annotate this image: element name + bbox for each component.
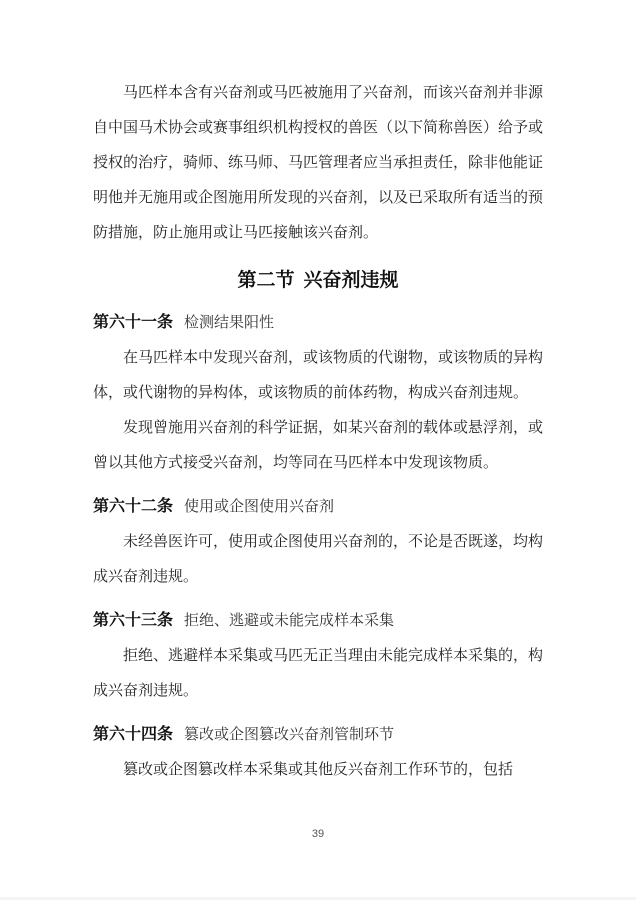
intro-paragraph: 马匹样本含有兴奋剂或马匹被施用了兴奋剂，而该兴奋剂并非源自中国马术协会或赛事组织机构授权的兽医（以下简称兽医）给予或授权的治疗，骑师、练马师、马匹管理者应当承担责任，除非他能证明他并无施用或企图施用所发现的兴奋剂，以及已采取所有适当的预防措施，防止施用或让马匹接触该兴奋剂。 <box>93 85 544 241</box>
article-title: 篡改或企图篡改兴奋剂管制环节 <box>184 727 395 743</box>
article-heading <box>93 489 543 525</box>
article-title: 使用或企图使用兴奋剂 <box>184 499 335 515</box>
section-label: 第二节 <box>237 270 295 291</box>
article-number: 第六十一条 <box>93 314 174 331</box>
article-number: 第六十三条 <box>93 612 174 629</box>
article-62 <box>93 489 543 595</box>
article-title: 拒绝、逃避或未能完成样本采集 <box>184 613 395 629</box>
document-body <box>93 0 543 788</box>
article-paragraph: 发现曾施用兴奋剂的科学证据，如某兴奋剂的载体或悬浮剂，或曾以其他方式接受兴奋剂，均等同在马匹样本中发现该物质。 <box>93 420 544 471</box>
article-paragraph: 拒绝、逃避样本采集或马匹无正当理由未能完成样本采集的，构成兴奋剂违规。 <box>93 648 544 699</box>
article-heading <box>93 603 543 639</box>
article-heading <box>93 305 543 341</box>
article-64 <box>93 717 543 788</box>
section-heading <box>93 265 543 297</box>
article-number: 第六十四条 <box>93 726 174 743</box>
article-paragraph: 篡改或企图篡改样本采集或其他反兴奋剂工作环节的，包括 <box>123 762 514 778</box>
article-heading <box>93 717 543 753</box>
article-title: 检测结果阳性 <box>184 315 275 331</box>
article-61 <box>93 305 543 481</box>
article-paragraph: 未经兽医许可，使用或企图使用兴奋剂的，不论是否既遂，均构成兴奋剂违规。 <box>93 534 544 585</box>
article-number: 第六十二条 <box>93 498 174 515</box>
section-title: 兴奋剂违规 <box>303 270 399 291</box>
article-paragraph: 在马匹样本中发现兴奋剂，或该物质的代谢物，或该物质的异构体，或代谢物的异构体，或该物质的前体药物，构成兴奋剂违规。 <box>93 350 544 401</box>
page-number: 39 <box>311 828 325 840</box>
article-63 <box>93 603 543 709</box>
